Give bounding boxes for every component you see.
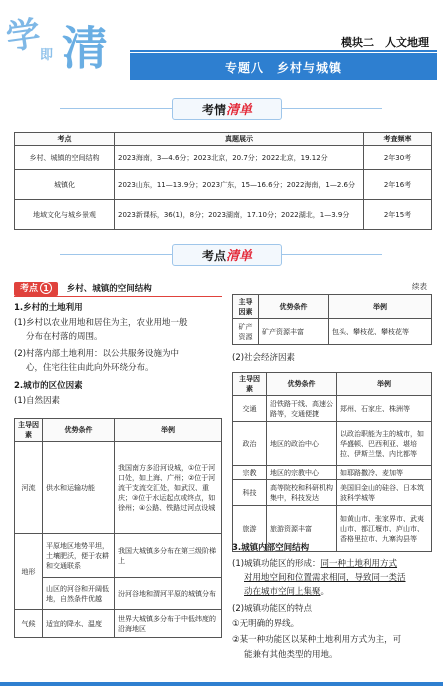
paragraph: ②某一种功能区以某种土地利用方式为主，可 [232, 635, 402, 645]
table-cell: 沿铁路干线、高速公路等，交通便捷 [267, 396, 337, 422]
table-cell: 地域文化与城乡景观 [15, 200, 115, 230]
table-row [233, 466, 432, 480]
section-kaodian [0, 242, 443, 268]
table-row [233, 480, 432, 506]
table-cell: 2年15考 [364, 200, 432, 230]
table-cell: 世界大城镇多分布于中低纬度的沿海地区 [115, 610, 222, 638]
table-cell: 山区的河谷和开阔低地，自然条件优越 [43, 578, 115, 610]
table-cell: 我国大城镇多分布在第三级阶梯上 [115, 534, 222, 578]
paragraph: 能兼有其他类型的用地。 [244, 650, 338, 660]
logo-char: 清 [62, 21, 108, 75]
table-cell: 旅游 [233, 506, 267, 552]
heading-2: 2.城市的区位因素 [14, 381, 83, 391]
natural-factors-table [14, 418, 222, 638]
table-header: 主导因素 [233, 295, 259, 319]
table-row [233, 319, 432, 345]
table-header-row [15, 419, 222, 442]
table-cell: 地区的政治中心 [267, 422, 337, 466]
topic-point-title: 乡村、城镇的空间结构 [66, 284, 152, 294]
topic-point-tag [14, 282, 58, 296]
table-row [15, 578, 222, 610]
table-header: 举例 [329, 295, 432, 319]
table-cell: 矿产资源丰富 [259, 319, 329, 345]
table-cell: 科技 [233, 480, 267, 506]
section-divider [282, 108, 382, 109]
table-header: 考点 [15, 133, 115, 146]
topic-banner [130, 53, 437, 80]
paragraph [244, 586, 329, 599]
section-kaoqing [0, 96, 443, 122]
table-header: 优势条件 [43, 419, 115, 442]
tag-label: 考点 [20, 284, 39, 294]
table-cell: 汾河谷地和渭河平原的城镇分布 [115, 578, 222, 610]
table-header-row [15, 133, 432, 146]
table-cell: 美国旧金山的硅谷、日本筑波科学城等 [337, 480, 432, 506]
paragraph [232, 558, 397, 571]
section-divider [60, 108, 172, 109]
table-cell: 如黄山市、张家界市、武夷山市、都江堰市、庐山市、香格里拉市、九寨沟县等 [337, 506, 432, 552]
table-cell: 乡村、城镇的空间结构 [15, 146, 115, 170]
table-row [15, 200, 432, 230]
section-title-box [172, 244, 282, 266]
paragraph: 分布在村落的周围。 [26, 332, 103, 342]
logo-char: 学 [3, 13, 44, 59]
topic-point-heading [14, 282, 152, 296]
table-row [15, 146, 432, 170]
continued-table [232, 294, 432, 345]
paragraph: (2)城镇功能区的特点 [232, 604, 313, 614]
table-row [15, 170, 432, 200]
table-cell: 2年16考 [364, 170, 432, 200]
section-divider [282, 254, 382, 255]
table-row [15, 442, 222, 534]
logo-char: 即 [40, 48, 54, 63]
tag-number: 1 [40, 282, 52, 294]
table-cell: 矿产资源 [233, 319, 259, 345]
table-row [15, 534, 222, 578]
table-cell: 2年30考 [364, 146, 432, 170]
table-cell: 我国南方多沿河设城，①位于河口处，如上海、广州；②位于河流干支流交汇处，如武汉、重庆；③位于水运起点或终点，如徐州；④公路、铁路过河点设城 [115, 442, 222, 534]
brand-logo [4, 4, 124, 74]
table-header: 主导因素 [15, 419, 43, 442]
page-header [0, 0, 443, 90]
module-title: 模块二 人文地理 [341, 36, 429, 49]
section-title-highlight: 清单 [226, 103, 253, 118]
table-row [233, 422, 432, 466]
table-cell: 2023新课标，36(1)，8分；2023湖南，17.10分；2022湖北，1—3.9分 [115, 200, 364, 230]
table-header: 优势条件 [259, 295, 329, 319]
paragraph: ①无明确的界线。 [232, 619, 300, 629]
table-header-row [233, 295, 432, 319]
table-cell: 地区的宗教中心 [267, 466, 337, 480]
table-cell: 如耶路撒冷、麦加等 [337, 466, 432, 480]
table-cell: 以政治职能为主的城市，如华盛顿、巴西利亚、堪培拉、伊斯兰堡、内比都等 [337, 422, 432, 466]
table-header: 真题展示 [115, 133, 364, 146]
exam-stats-table [14, 132, 432, 230]
header-rule [130, 50, 437, 52]
table-cell: 平原地区地势平坦，土壤肥沃，便于农耕和交通联系 [43, 534, 115, 578]
table-row [15, 610, 222, 638]
table-cell: 城镇化 [15, 170, 115, 200]
socioeconomic-factors-table [232, 372, 432, 552]
subheading: (1)自然因素 [14, 396, 61, 406]
table-cell: 政治 [233, 422, 267, 466]
table-header-row [233, 373, 432, 396]
paragraph-end: 。 [320, 587, 330, 597]
table-cell: 宗教 [233, 466, 267, 480]
subheading: (2)社会经济因素 [232, 353, 296, 363]
underlined-text: 动在城市空间上集聚 [244, 587, 321, 597]
table-cell: 河流 [15, 442, 43, 534]
table-cell: 交通 [233, 396, 267, 422]
section-title-box [172, 98, 282, 120]
continued-label: 续表 [412, 282, 427, 291]
paragraph: 心，住宅往往由此向外环绕分布。 [26, 363, 154, 373]
table-header: 主导因素 [233, 373, 267, 396]
topic-title: 专题八 乡村与城镇 [224, 61, 342, 75]
table-header: 举例 [115, 419, 222, 442]
table-cell: 气候 [15, 610, 43, 638]
table-header: 考查频率 [364, 133, 432, 146]
table-cell: 包头、攀枝花、攀枝花等 [329, 319, 432, 345]
table-cell: 2023海南，3—4.6分；2023北京，20.7分；2022北京，19.12分 [115, 146, 364, 170]
table-cell: 郑州、石家庄、株洲等 [337, 396, 432, 422]
section-title: 考情 [201, 103, 226, 117]
paragraph: (1)乡村以农业用地和居住为主，农业用地一般 [14, 318, 188, 328]
underlined-text: 同一种土地利用方式 [320, 559, 398, 569]
table-cell: 地形 [15, 534, 43, 610]
table-header: 优势条件 [267, 373, 337, 396]
underlined-text: 对用地空间和位置需求相同，导致同一类活 [244, 573, 406, 583]
table-cell: 适宜的降水、温度 [43, 610, 115, 638]
table-cell: 供水和运输功能 [43, 442, 115, 534]
table-cell: 2023山东，11—13.9分；2023广东，15—16.6分；2022海南，1—2.6分 [115, 170, 364, 200]
heading-1: 1.乡村的土地利用 [14, 303, 83, 313]
table-cell: 高等院校和科研机构集中，科技发达 [267, 480, 337, 506]
section-divider [60, 254, 172, 255]
table-cell: 旅游资源丰富 [267, 506, 337, 552]
section-title-highlight: 清单 [226, 249, 253, 264]
footer-bar [0, 682, 443, 686]
section-title: 考点 [201, 249, 226, 263]
table-row [233, 396, 432, 422]
paragraph: (2)村落内部土地利用：以公共服务设施为中 [14, 349, 180, 359]
paragraph-lead: (1)城镇功能区的形成： [232, 559, 321, 569]
heading-3: 3.城镇内部空间结构 [232, 543, 310, 553]
table-header: 举例 [337, 373, 432, 396]
